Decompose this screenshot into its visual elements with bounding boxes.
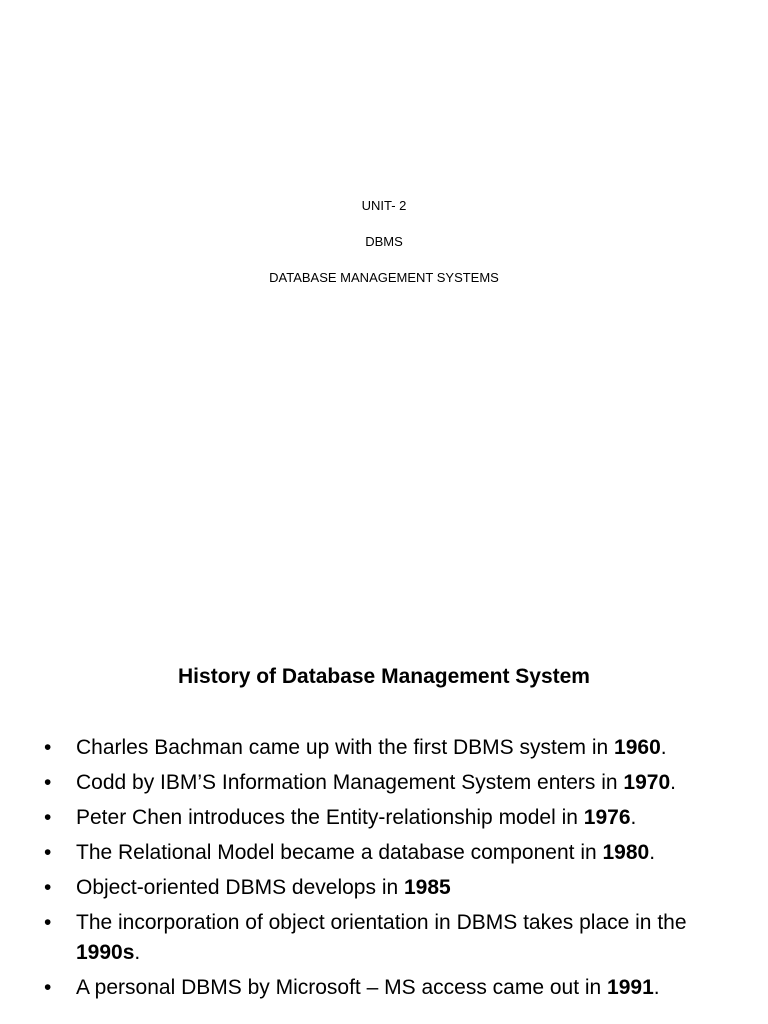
- bullet-icon: •: [44, 876, 52, 899]
- bullet-icon: •: [44, 976, 52, 999]
- list-item: • Charles Bachman came up with the first DBMS system in 1960.: [44, 733, 734, 763]
- dbms-full-title: DATABASE MANAGEMENT SYSTEMS: [269, 270, 499, 285]
- bullet-icon: •: [44, 736, 52, 759]
- list-item: • The incorporation of object orientation in DBMS takes place in the 1990s.: [44, 908, 734, 968]
- list-item: • Codd by IBM’S Information Management System enters in 1970.: [44, 768, 734, 798]
- bullet-icon: •: [44, 806, 52, 829]
- history-list: [44, 733, 734, 1008]
- bullet-icon: •: [44, 841, 52, 864]
- bullet-icon: •: [44, 771, 52, 794]
- bullet-icon: •: [44, 911, 52, 934]
- cover-title-block: [0, 198, 768, 306]
- unit-label: UNIT- 2: [361, 198, 407, 213]
- list-item: • The Relational Model became a database component in 1980.: [44, 838, 734, 868]
- history-heading: History of Database Management System: [178, 665, 590, 688]
- list-item: • Object-oriented DBMS develops in 1985: [44, 873, 734, 903]
- dbms-abbreviation: DBMS: [365, 234, 403, 249]
- list-item: • Peter Chen introduces the Entity-relationship model in 1976.: [44, 803, 734, 833]
- list-item: • A personal DBMS by Microsoft – MS access came out in 1991.: [44, 973, 734, 1003]
